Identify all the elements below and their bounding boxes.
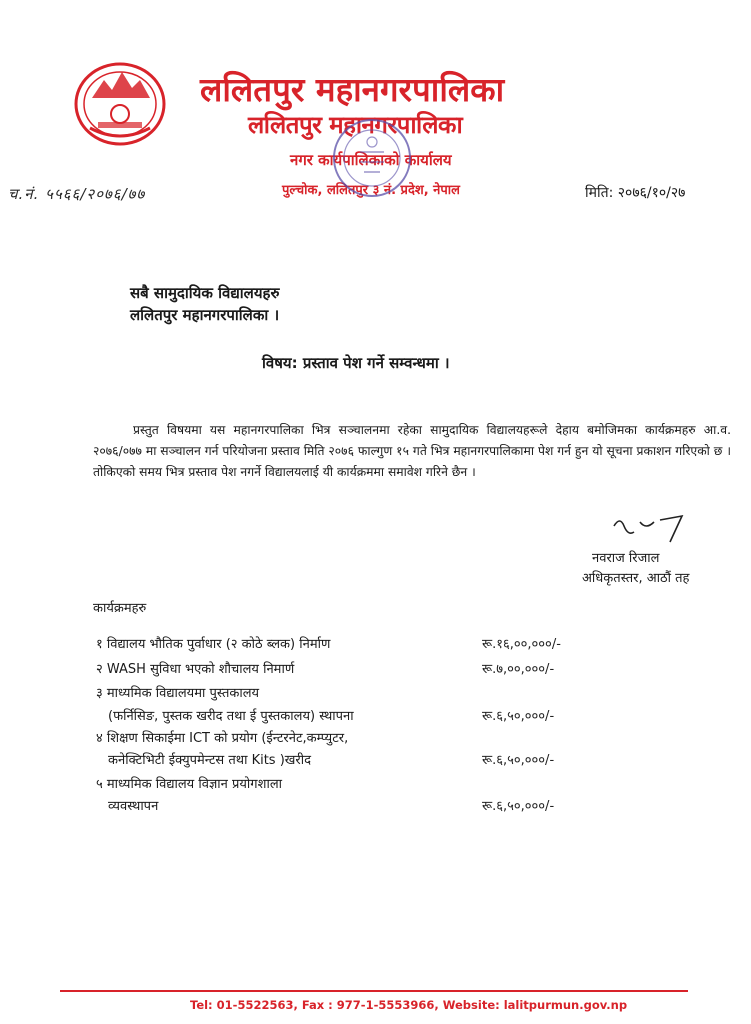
office-address: पुल्चोक, ललितपुर ३ नं. प्रदेश, नेपाल [282, 183, 460, 198]
municipality-emblem-icon [70, 58, 170, 148]
program-amount-4: रू.६,५०,०००/- [482, 753, 555, 768]
official-stamp-icon [330, 116, 414, 200]
letter-body: प्रस्तुत विषयमा यस महानगरपालिका भित्र सञ्चालनमा रहेका सामुदायिक विद्यालयहरूले देहाय बमोजिमका कार्यक्रमहरु आ.व. २०७६/०७७ मा सञ्चालन गर्न परियोजना प्रस्ताव मिति २०७६ फाल्गुण १५ गते भित्र महानगरपालिकामा पेश गर्न हुन यो सूचना प्रकाशन गरिएको छ । तोकिएको समय भित्र प्रस्ताव पेश नगर्ने विद्यालयलाई यी कार्यक्रममा समावेश गरिने छैन । [93, 423, 731, 479]
program-item-1: १ विद्यालय भौतिक पुर्वाधार (२ कोठे ब्लक) निर्माण [96, 637, 331, 652]
program-item-3: ३ माध्यमिक विद्यालयमा पुस्तकालय [96, 686, 260, 701]
program-amount-3: रू.६,५०,०००/- [482, 709, 555, 724]
letter-subject: विषय: प्रस्ताव पेश गर्ने सम्वन्धमा । [262, 354, 450, 372]
signature-icon [610, 512, 690, 548]
program-item-5-detail: व्यवस्थापन [108, 799, 159, 814]
signatory-name: नवराज रिजाल [592, 551, 660, 566]
program-item-5: ५ माध्यमिक विद्यालय विज्ञान प्रयोगशाला [96, 777, 283, 792]
addressee-line-2: ललितपुर महानगरपालिका । [130, 306, 280, 324]
program-item-4: ४ शिक्षण सिकाईमा ICT को प्रयोग (ईन्टरनेट,कम्प्युटर, [96, 731, 349, 746]
org-name-secondary: ललितपुर महानगरपालिका [248, 111, 463, 139]
program-item-4-detail: कनेक्टिभिटी ईक्युपमेन्टस तथा Kits )खरीद [108, 753, 311, 768]
addressee-line-1: सबै सामुदायिक विद्यालयहरु [130, 284, 280, 302]
reference-number: च.नं. ५५६६/२०७६/७७ [8, 185, 146, 203]
office-name: नगर कार्यपालिकाको कार्यालय [290, 151, 452, 169]
signatory-title: अधिकृतस्तर, आठौं तह [582, 571, 690, 586]
programs-heading: कार्यक्रमहरु [93, 601, 147, 616]
letter-date: मिति: २०७६/१०/२७ [585, 185, 686, 201]
footer-divider [60, 990, 688, 992]
org-name: ललितपुर महानगरपालिका [200, 70, 505, 109]
program-item-2: २ WASH सुविधा भएको शौचालय निमार्ण [96, 662, 295, 677]
program-amount-2: रू.७,००,०००/- [482, 662, 555, 677]
footer-contact: Tel: 01-5522563, Fax : 977-1-5553966, Website: lalitpurmun.gov.np [190, 998, 628, 1012]
program-item-3-detail: (फर्निसिङ, पुस्तक खरीद तथा ई पुस्तकालय) स्थापना [108, 709, 354, 724]
program-amount-5: रू.६,५०,०००/- [482, 799, 555, 814]
program-amount-1: रू.१६,००,०००/- [482, 637, 561, 652]
